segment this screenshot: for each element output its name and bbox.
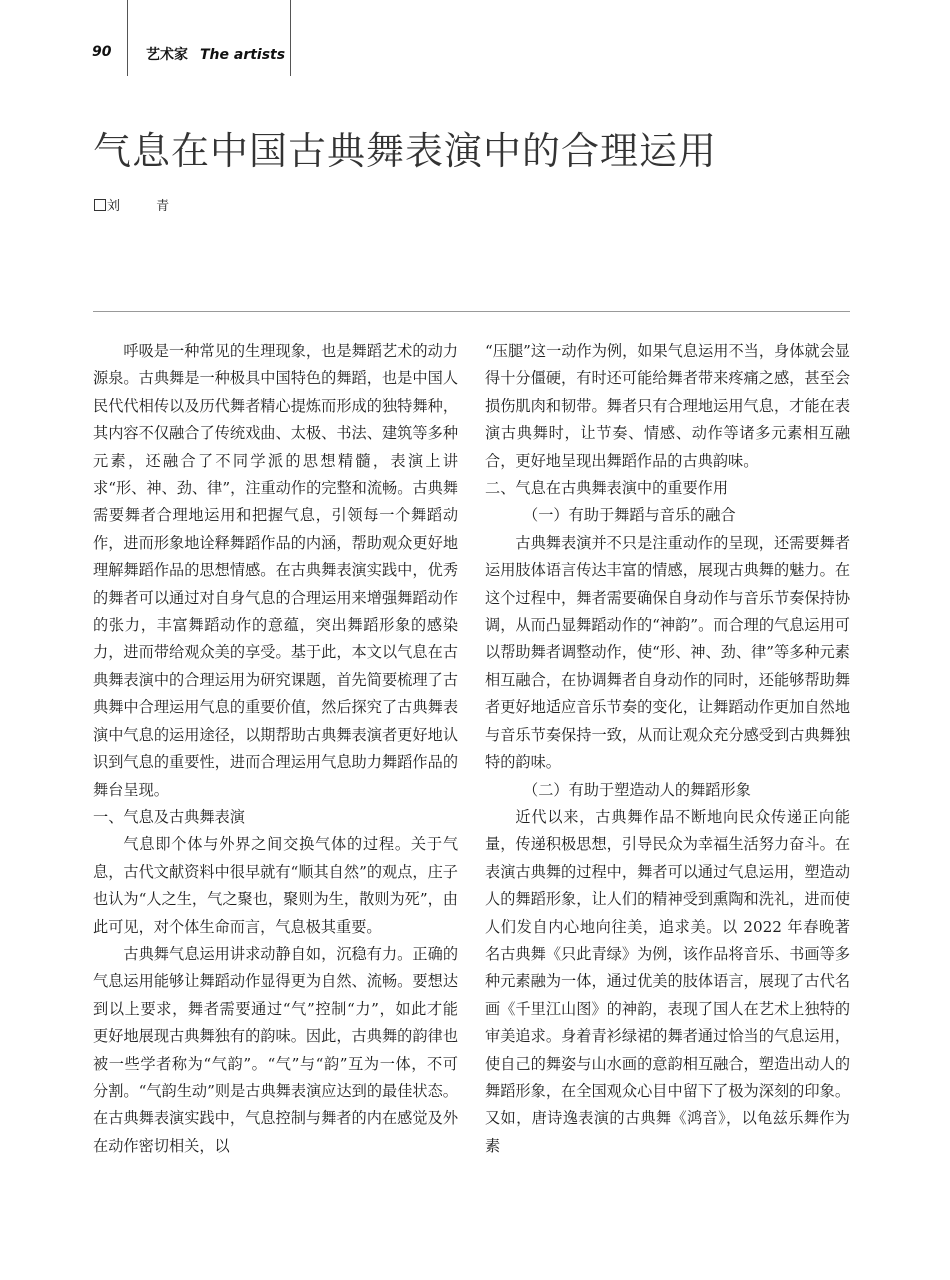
paragraph: 古典舞气息运用讲求动静自如，沉稳有力。正确的气息运用能够让舞蹈动作显得更为自然、流畅。要想达到以上要求，舞者需要通过“气”控制“力”，如此才能更好地展现古典舞独有的韵味。因此，古典舞的韵律也被一些学者称为“气韵”。“气”与“韵”互为一体，不可分割。“气韵生动”则是古典舞表演应达到的最佳状态。在古典舞表演实践中，气息控制与舞者的内在感觉及外在动作密切相关，以 xyxy=(93,944,458,1155)
header-divider-left xyxy=(127,0,128,76)
left-column xyxy=(93,338,458,1160)
paragraph: 呼吸是一种常见的生理现象，也是舞蹈艺术的动力源泉。古典舞是一种极具中国特色的舞蹈，也是中国人民代代相传以及历代舞者精心提炼而形成的独特舞种，其内容不仅融合了传统戏曲、太极、书法、建筑等多种元素，还融合了不同学派的思想精髓，表演上讲求“形、神、劲、律”，注重动作的完整和流畅。古典舞需要舞者合理地运用和把握气息，引领每一个舞蹈动作，进而形象地诠释舞蹈作品的内涵，帮助观众更好地理解舞蹈作品的思想情感。在古典舞表演实践中，优秀的舞者可以通过对自身气息的合理运用来增强舞蹈动作的张力，丰富舞蹈动作的意蕴，突出舞蹈形象的感染力，进而带给观众美的享受。基于此，本文以气息在古典舞表演中的合理运用为研究课题，首先简要梳理了古典舞中合理运用气息的重要价值，然后探究了古典舞表演中气息的运用途径，以期帮助古典舞表演者更好地认识到气息的重要性，进而合理运用气息助力舞蹈作品的舞台呈现。 xyxy=(93,342,458,799)
journal-name-en: The artists xyxy=(200,47,286,63)
title-divider xyxy=(93,311,850,312)
byline-box-icon xyxy=(94,199,106,211)
header-divider-right xyxy=(290,0,291,76)
paragraph: 近代以来，古典舞作品不断地向民众传递正向能量，传递积极思想，引导民众为幸福生活努力奋斗。在表演古典舞的过程中，舞者可以通过气息运用，塑造动人的舞蹈形象，让人们的精神受到熏陶和洗礼，进而使人们发自内心地向往美，追求美。以 2022 年春晚著名古典舞《只此青绿》为例，该作品将音乐、书画等多种元素融为一体，通过优美的肢体语言，展现了古代名画《千里江山图》的神韵，表现了国人在艺术上独特的审美追求。身着青衫绿裙的舞者通过恰当的气息运用，使自己的舞姿与山水画的意韵相互融合，塑造出动人的舞蹈形象，在全国观众心目中留下了极为深刻的印象。又如，唐诗逸表演的古典舞《鸿音》，以龟兹乐舞作为素 xyxy=(485,807,850,1155)
journal-name xyxy=(146,44,285,64)
section-heading: 二、气息在古典舞表演中的重要作用 xyxy=(485,479,728,498)
page-number: 90 xyxy=(92,44,112,60)
subsection-heading: （一）有助于舞蹈与音乐的融合 xyxy=(523,506,736,525)
paragraph: 气息即个体与外界之间交换气体的过程。关于气息，古代文献资料中很早就有“顺其自然”的观点，庄子也认为“人之生，气之聚也，聚则为生，散则为死”，由此可见，对个体生命而言，气息极其重要。 xyxy=(93,835,458,936)
author-name: 刘 青 xyxy=(107,199,186,214)
journal-name-cn: 艺术家 xyxy=(146,47,188,63)
paragraph: “压腿”这一动作为例，如果气息运用不当，身体就会显得十分僵硬，有时还可能给舞者带来疼痛之感，甚至会损伤肌肉和韧带。舞者只有合理地运用气息，才能在表演古典舞时，让节奏、情感、动作等诸多元素相互融合，更好地呈现出舞蹈作品的古典韵味。 xyxy=(485,342,850,470)
article-title: 气息在中国古典舞表演中的合理运用 xyxy=(93,129,718,173)
right-column xyxy=(485,338,850,1160)
paragraph: 古典舞表演并不只是注重动作的呈现，还需要舞者运用肢体语言传达丰富的情感，展现古典舞的魅力。在这个过程中，舞者需要确保自身动作与音乐节奏保持协调，从而凸显舞蹈动作的“神韵”。而合理的气息运用可以帮助舞者调整动作，使“形、神、劲、律”等多种元素相互融合，在协调舞者自身动作的同时，还能够帮助舞者更好地适应音乐节奏的变化，让舞蹈动作更加自然地与音乐节奏保持一致，从而让观众充分感受到古典舞独特的韵味。 xyxy=(485,533,850,772)
section-heading: 一、气息及古典舞表演 xyxy=(93,807,245,826)
subsection-heading: （二）有助于塑造动人的舞蹈形象 xyxy=(523,780,751,799)
author-byline xyxy=(94,195,185,214)
